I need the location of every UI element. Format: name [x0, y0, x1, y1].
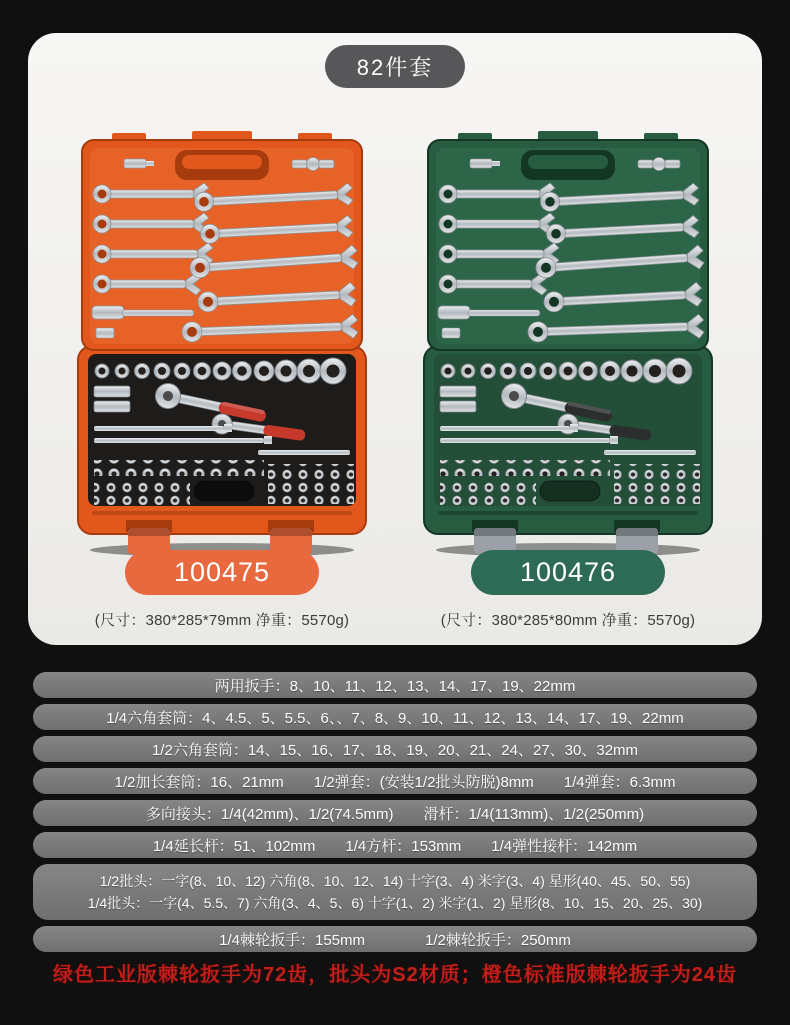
model-number: 100476 [519, 557, 617, 587]
piece-count-badge [325, 45, 465, 88]
piece-count-label: 82件套 [356, 55, 434, 80]
green-toolkit-photo [418, 130, 718, 560]
model-badge-orange [125, 550, 319, 595]
model-number: 100475 [173, 557, 271, 587]
product-showcase-panel [28, 33, 762, 645]
spec-row-universal-joints-slide-bars: 多向接头：1/4(42mm)、1/2(74.5mm) 滑杆：1/4(113mm)、1/2(250mm) [33, 800, 757, 826]
orange-toolkit-photo [72, 130, 372, 560]
model-badge-green [471, 550, 665, 595]
spec-row-long-sockets-spring-sleeves: 1/2加长套筒：16、21mm 1/2弹套：(安装1/2批头防脱)8mm 1/4弹套：6.3mm [33, 768, 757, 794]
spec-list [33, 672, 757, 952]
spec-row-half-hex-sockets: 1/2六角套筒：14、15、16、17、18、19、20、21、24、27、30、32mm [33, 736, 757, 762]
dimensions-text-green: (尺寸：380*285*80mm 净重：5570g) [440, 612, 696, 629]
product-green-column [418, 130, 718, 630]
spec-row-bits: 1/2批头：一字(8、10、12) 六角(8、10、12、14) 十字(3、4) 米字(3、4) 星形(40、45、50、55) 1/4批头：一字(4、5.5、7) 六角(3、4、5、6) 十字(1、2) 米字(1、2) 星形(8、10、15、20、25、30) [33, 864, 757, 920]
product-detail-page [0, 33, 790, 987]
spec-row-ratchet-wrenches: 1/4棘轮扳手：155mm 1/2棘轮扳手：250mm [33, 926, 757, 952]
dimensions-text-orange: (尺寸：380*285*79mm 净重：5570g) [94, 612, 350, 629]
spec-row-quarter-hex-sockets: 1/4六角套筒：4、4.5、5、5.5、6、、7、8、9、10、11、12、13、14、17、19、22mm [33, 704, 757, 730]
product-photos-row [28, 130, 762, 630]
spec-row-extension-bars: 1/4延长杆：51、102mm 1/4方杆：153mm 1/4弹性接杆：142mm [33, 832, 757, 858]
spec-row-combination-wrenches: 两用扳手：8、10、11、12、13、14、17、19、22mm [33, 672, 757, 698]
product-orange-column [72, 130, 372, 630]
bottom-note: 绿色工业版棘轮扳手为72齿，批头为S2材质；橙色标准版棘轮扳手为24齿 [53, 964, 737, 986]
